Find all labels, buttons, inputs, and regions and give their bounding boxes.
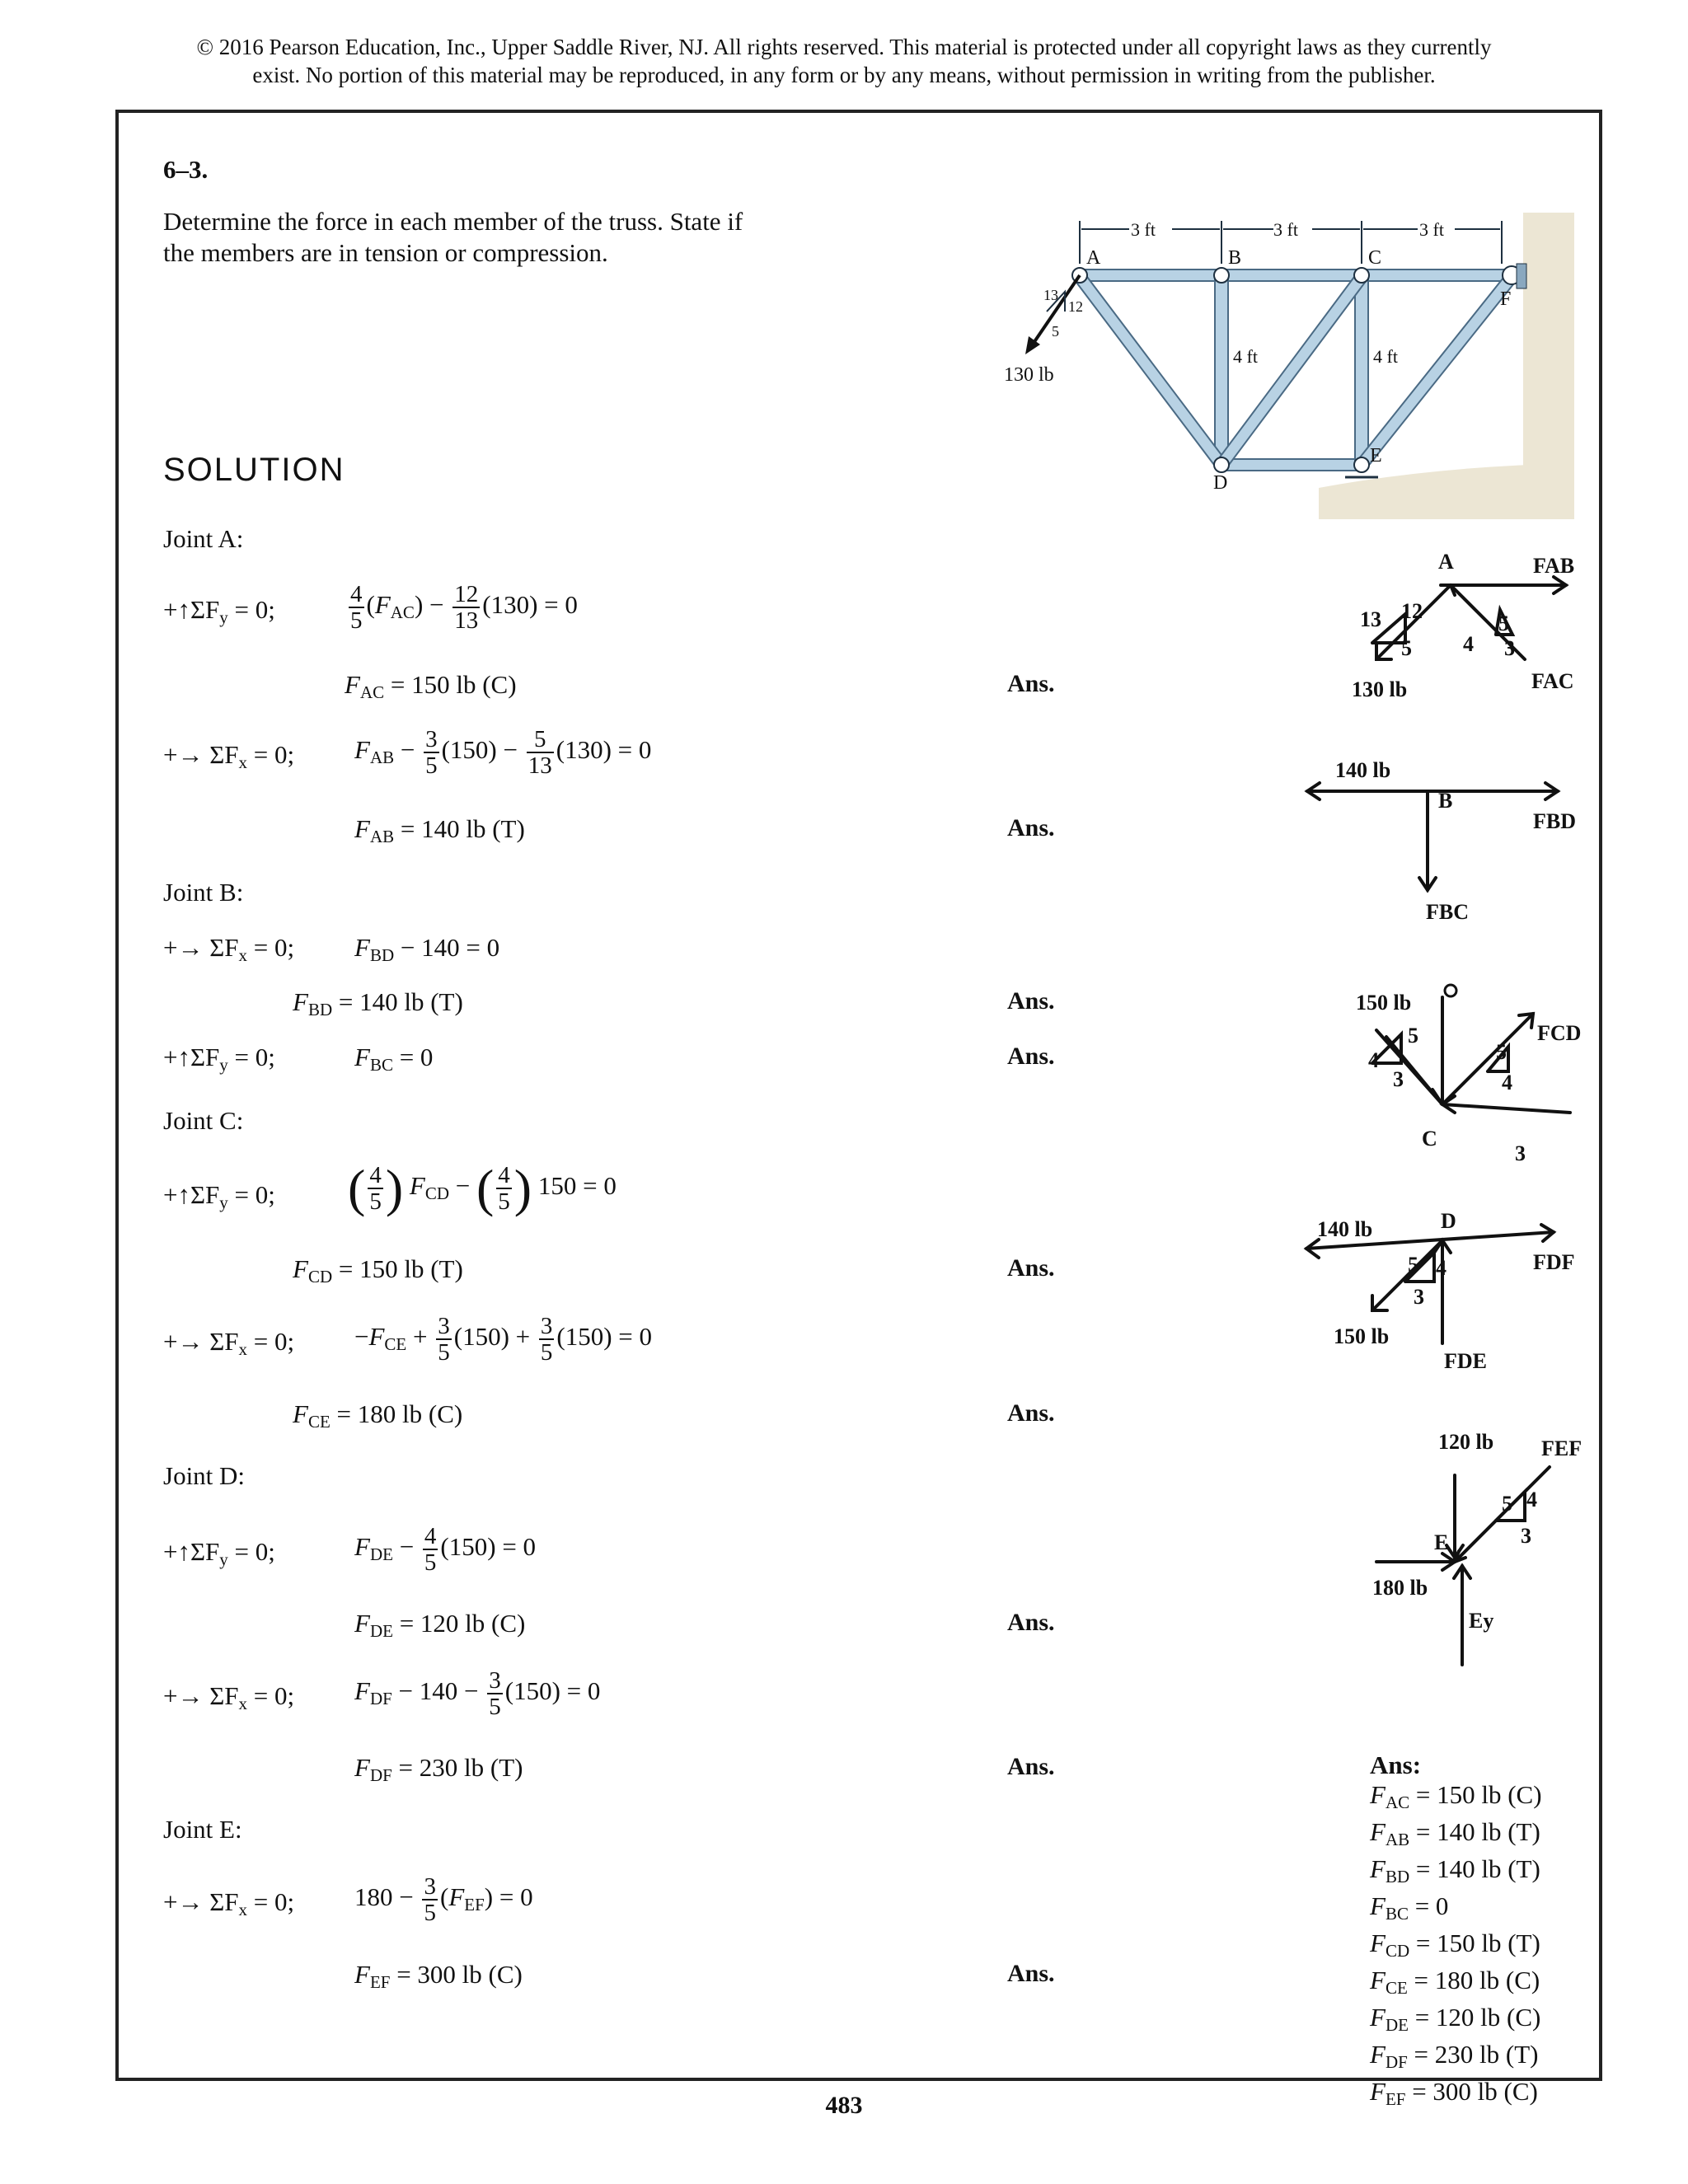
- eq-zero: = 0;: [234, 1043, 275, 1071]
- summary-item: $F_{AB} = 140$ lb (T): [1370, 1817, 1540, 1849]
- joint-a-heading: [163, 524, 243, 554]
- load-label: 130 lb: [1004, 364, 1054, 386]
- condition-c-fx: +→ $\Sigma F_x = 0$;: [163, 1327, 295, 1359]
- free-body-diagrams: [1286, 536, 1599, 1739]
- fbd-c-label: 4: [1368, 1048, 1379, 1072]
- sum-fx: ΣF: [209, 1887, 239, 1916]
- copyright-line-2: exist. No portion of this material may be reproduced, in any form or by any means, without permission in writing from the publisher.: [252, 63, 1436, 87]
- joint-label-e: E: [1370, 445, 1382, 466]
- ans-label: Ans.: [1007, 1399, 1055, 1427]
- summary-item: $F_{AC} = 150$ lb (C): [1370, 1780, 1542, 1812]
- result-value: = 180 lb (C): [336, 1399, 463, 1428]
- result-fde: $F_{DE} = 120$ lb (C): [354, 1609, 526, 1641]
- eq-zero: = 0;: [253, 1681, 295, 1710]
- statement-line-2: the members are in tension or compression.: [163, 238, 608, 267]
- result-fce: $F_{CE} = 180$ lb (C): [293, 1399, 463, 1432]
- ans-label: Ans.: [1007, 1960, 1055, 1987]
- summary-item: $F_{CD} = 150$ lb (T): [1370, 1929, 1540, 1961]
- fbd-a-label: FAC: [1531, 669, 1574, 693]
- joint-c-heading: [163, 1106, 243, 1136]
- statement-line-1: Determine the force in each member of the truss. State if: [163, 207, 743, 236]
- member-name: DE: [1385, 2015, 1409, 2035]
- fbd-c-label: 3: [1393, 1067, 1404, 1091]
- fbd-d-label: 3: [1414, 1285, 1424, 1309]
- result-fdf: $F_{DF} = 230$ lb (T): [354, 1753, 523, 1785]
- result-value: = 0: [399, 1043, 434, 1071]
- condition-b-fy: $+↑\Sigma F_y = 0$;: [163, 1043, 275, 1075]
- page-number: 483: [825, 2092, 863, 2119]
- equation-c-fx: $-F_{CE}$ + $\frac{3}{5}$ (150) + $\frac{3}{5}$ (150) = 0: [354, 1313, 653, 1366]
- fbd-c-label: FCD: [1537, 1021, 1582, 1045]
- ans-label: Ans.: [1007, 987, 1055, 1015]
- member-force: = 0: [1408, 1891, 1449, 1920]
- member-name: EF: [1385, 2089, 1406, 2109]
- fbd-e-label: E: [1434, 1530, 1449, 1554]
- problem-statement: [163, 206, 823, 269]
- member-name: BD: [1385, 1867, 1410, 1886]
- sum-fx: ΣF: [209, 933, 239, 962]
- summary-item: $F_{EF} = 300$ lb (C): [1370, 2077, 1538, 2109]
- fbd-b-label: FBC: [1426, 900, 1469, 924]
- condition-a-fy: $+↑\Sigma F_y = 0$;: [163, 595, 275, 627]
- member-force: = 140 lb (T): [1409, 1817, 1540, 1846]
- equation-d-fx: $F_{DF} - 140$ − $\frac{3}{5}$ (150) = 0: [354, 1667, 601, 1720]
- summary-item: $F_{DE} = 120$ lb (C): [1370, 2003, 1541, 2035]
- summary-item: $F_{CE} = 180$ lb (C): [1370, 1966, 1540, 1998]
- member-force: = 230 lb (T): [1407, 2040, 1539, 2069]
- result-fef: $F_{EF} = 300$ lb (C): [354, 1960, 523, 1992]
- fbd-a-label: FAB: [1533, 554, 1575, 578]
- fbd-c-label: 5: [1408, 1024, 1418, 1047]
- fbd-a-label: 3: [1504, 636, 1515, 660]
- fbd-a-label: 5: [1401, 636, 1412, 660]
- equation-b-fx: $F_{BD} - 140 = 0$: [354, 933, 500, 965]
- sum-fy: +↑ΣF: [163, 1043, 220, 1071]
- result-value: = 140 lb (T): [338, 987, 463, 1016]
- joint-label: Joint A:: [163, 524, 244, 553]
- equation-e-fx: 180 − $\frac{3}{5}$ $(F_{EF}) = 0$: [354, 1873, 533, 1926]
- slope-label: 13: [1043, 287, 1058, 303]
- member-force: = 300 lb (C): [1405, 2077, 1538, 2106]
- fbd-e-label: 3: [1521, 1524, 1531, 1548]
- summary-list: [1370, 1780, 1542, 2114]
- ans-label: Ans.: [1007, 1254, 1055, 1282]
- result-value: = 120 lb (C): [399, 1609, 526, 1638]
- fbd-b-label: FBD: [1533, 809, 1576, 833]
- condition-e-fx: +→ $\Sigma F_x = 0$;: [163, 1887, 295, 1919]
- member-name: AC: [1385, 1793, 1410, 1812]
- equation-rest: − 140 = 0: [400, 933, 500, 962]
- equation-c-fy: ( $\frac{4}{5}$ ) $F_{CD}$ − ( $\frac{4}{5}$ ) 150 = 0: [348, 1159, 617, 1217]
- joint-b-heading: [163, 878, 243, 907]
- member-force: = 140 lb (T): [1409, 1854, 1540, 1883]
- fbd-e-label: 120 lb: [1438, 1430, 1494, 1454]
- truss-figure: [989, 206, 1582, 519]
- summary-title: Ans:: [1370, 1750, 1422, 1779]
- result-fab: $F_{AB} = 140$ lb (T): [354, 814, 525, 846]
- ans-label: Ans.: [1007, 1043, 1055, 1070]
- joint-label-b: B: [1228, 247, 1242, 269]
- fbd-c-label: 3: [1515, 1141, 1526, 1165]
- eq-zero: = 0;: [253, 740, 295, 769]
- joint-label: Joint B:: [163, 878, 244, 907]
- result-value: = 300 lb (C): [396, 1960, 523, 1989]
- answer-summary: [1370, 1750, 1542, 2114]
- fbd-d-label: 140 lb: [1317, 1217, 1373, 1241]
- equation-d-fy: $F_{DE}$ − $\frac{4}{5}$ (150) = 0: [354, 1523, 537, 1576]
- condition-d-fy: $+↑\Sigma F_y = 0$;: [163, 1537, 275, 1569]
- copyright-line-1: © 2016 Pearson Education, Inc., Upper Saddle River, NJ. All rights reserved. This material is protected under all copyright laws as they currently: [196, 35, 1492, 59]
- member-name: CD: [1385, 1941, 1410, 1961]
- fbd-c-label: 4: [1502, 1071, 1512, 1094]
- summary-item: $F_{DF} = 230$ lb (T): [1370, 2040, 1539, 2072]
- fbd-e-label: 180 lb: [1372, 1576, 1428, 1600]
- joint-e-heading: [163, 1815, 242, 1844]
- sum-fy: +↑ΣF: [163, 1180, 220, 1209]
- member-force: = 150 lb (T): [1409, 1929, 1540, 1957]
- eq-zero: = 0;: [234, 1537, 275, 1566]
- dimension-label: 3 ft: [1273, 219, 1298, 240]
- sum-fx: ΣF: [209, 740, 239, 769]
- eq-zero: = 0;: [253, 933, 295, 962]
- height-label: 4 ft: [1233, 346, 1258, 367]
- result-fac: $F_{AC} = 150$ lb (C): [345, 670, 517, 702]
- eq-zero: = 0;: [253, 1887, 295, 1916]
- eq-zero: = 0;: [234, 1180, 275, 1209]
- fbd-a-label: 13: [1360, 607, 1381, 631]
- joint-label-a: A: [1086, 247, 1101, 269]
- fbd-c-label: 5: [1496, 1040, 1507, 1064]
- result-value: = 150 lb (T): [338, 1254, 463, 1283]
- fbd-d-label: 4: [1436, 1256, 1447, 1280]
- fbd-a-label: A: [1438, 550, 1454, 574]
- condition-b-fx: +→ $\Sigma F_x = 0$;: [163, 933, 295, 965]
- eq-zero: = 0;: [234, 595, 275, 624]
- fbd-c-label: 150 lb: [1356, 991, 1412, 1015]
- fbd-a-label: 5: [1498, 612, 1509, 635]
- fbd-b-label: B: [1438, 789, 1453, 813]
- solution-heading: SOLUTION: [163, 452, 345, 488]
- joint-label-c: C: [1368, 247, 1382, 269]
- summary-item: $F_{BC} = 0$: [1370, 1891, 1449, 1924]
- fbd-d-label: 5: [1408, 1253, 1418, 1277]
- sum-fy: +↑ΣF: [163, 595, 220, 624]
- fbd-d-label: FDF: [1533, 1250, 1575, 1274]
- member-name: DF: [1385, 2052, 1408, 2072]
- summary-item: $F_{BD} = 140$ lb (T): [1370, 1854, 1540, 1886]
- condition-a-fx: +→ $\Sigma F_x = 0$;: [163, 740, 295, 772]
- ans-label: Ans.: [1007, 814, 1055, 841]
- result-value: = 140 lb (T): [400, 814, 525, 843]
- fbd-e-label: Ey: [1469, 1609, 1494, 1633]
- fbd-a-label: 12: [1401, 599, 1423, 623]
- member-name: BC: [1385, 1904, 1409, 1924]
- joint-circle: [1445, 985, 1456, 996]
- fbd-d-label: 150 lb: [1334, 1324, 1390, 1348]
- joint-label: Joint E:: [163, 1815, 242, 1844]
- equation-a-fy: $\frac{4}{5}$ $(F_{AC})$ − $\frac{12}{13}$ (130) = 0: [350, 581, 578, 634]
- fbd-d-label: D: [1441, 1209, 1456, 1233]
- ans-label: Ans.: [1007, 1753, 1055, 1780]
- fbd-e-label: 5: [1502, 1492, 1512, 1516]
- fbd-d-label: FDE: [1444, 1349, 1487, 1373]
- pin-support-f: [1517, 264, 1526, 288]
- joint-label: Joint C:: [163, 1106, 244, 1135]
- joint-label-d: D: [1213, 472, 1228, 494]
- member-force: = 180 lb (C): [1407, 1966, 1540, 1994]
- joint-label-f: F: [1500, 288, 1512, 310]
- slope-label: 12: [1068, 298, 1083, 315]
- result-fcd: $F_{CD} = 150$ lb (T): [293, 1254, 463, 1286]
- fbd-c-label: C: [1422, 1127, 1437, 1151]
- condition-d-fx: +→ $\Sigma F_x = 0$;: [163, 1681, 295, 1713]
- fbd-e-label: 4: [1526, 1488, 1537, 1511]
- height-label: 4 ft: [1373, 346, 1398, 367]
- dimension-label: 3 ft: [1131, 219, 1156, 240]
- result-value: = 230 lb (T): [398, 1753, 523, 1782]
- fbd-a-label: 130 lb: [1352, 677, 1408, 701]
- joint-label: Joint D:: [163, 1461, 246, 1490]
- ans-label: Ans.: [1007, 670, 1055, 697]
- result-fbd: $F_{BD} = 140$ lb (T): [293, 987, 463, 1019]
- member-force: = 120 lb (C): [1408, 2003, 1541, 2032]
- ans-label: Ans.: [1007, 1609, 1055, 1636]
- member-force: = 150 lb (C): [1409, 1780, 1542, 1809]
- fbd-e-label: FEF: [1541, 1436, 1582, 1460]
- member-name: AB: [1385, 1830, 1410, 1849]
- slope-label: 5: [1052, 323, 1059, 340]
- problem-number: 6–3.: [163, 155, 209, 184]
- eq-zero: = 0;: [253, 1327, 295, 1356]
- sum-fy: +↑ΣF: [163, 1537, 220, 1566]
- result-fbc: $F_{BC} = 0$: [354, 1043, 434, 1075]
- equation-a-fx: $F_{AB}$ − $\frac{3}{5}$ (150) − $\frac{5}{13}$ (130) = 0: [354, 726, 652, 779]
- sum-fx: ΣF: [209, 1681, 239, 1710]
- member-name: CE: [1385, 1978, 1408, 1998]
- result-value: = 150 lb (C): [390, 670, 517, 699]
- fbd-b-label: 140 lb: [1335, 758, 1391, 782]
- copyright-notice: [0, 33, 1688, 89]
- dimension-label: 3 ft: [1419, 219, 1444, 240]
- condition-c-fy: $+↑\Sigma F_y = 0$;: [163, 1180, 275, 1212]
- fbd-a-label: 4: [1463, 632, 1474, 656]
- sum-fx: ΣF: [209, 1327, 239, 1356]
- joint-d-heading: [163, 1461, 245, 1491]
